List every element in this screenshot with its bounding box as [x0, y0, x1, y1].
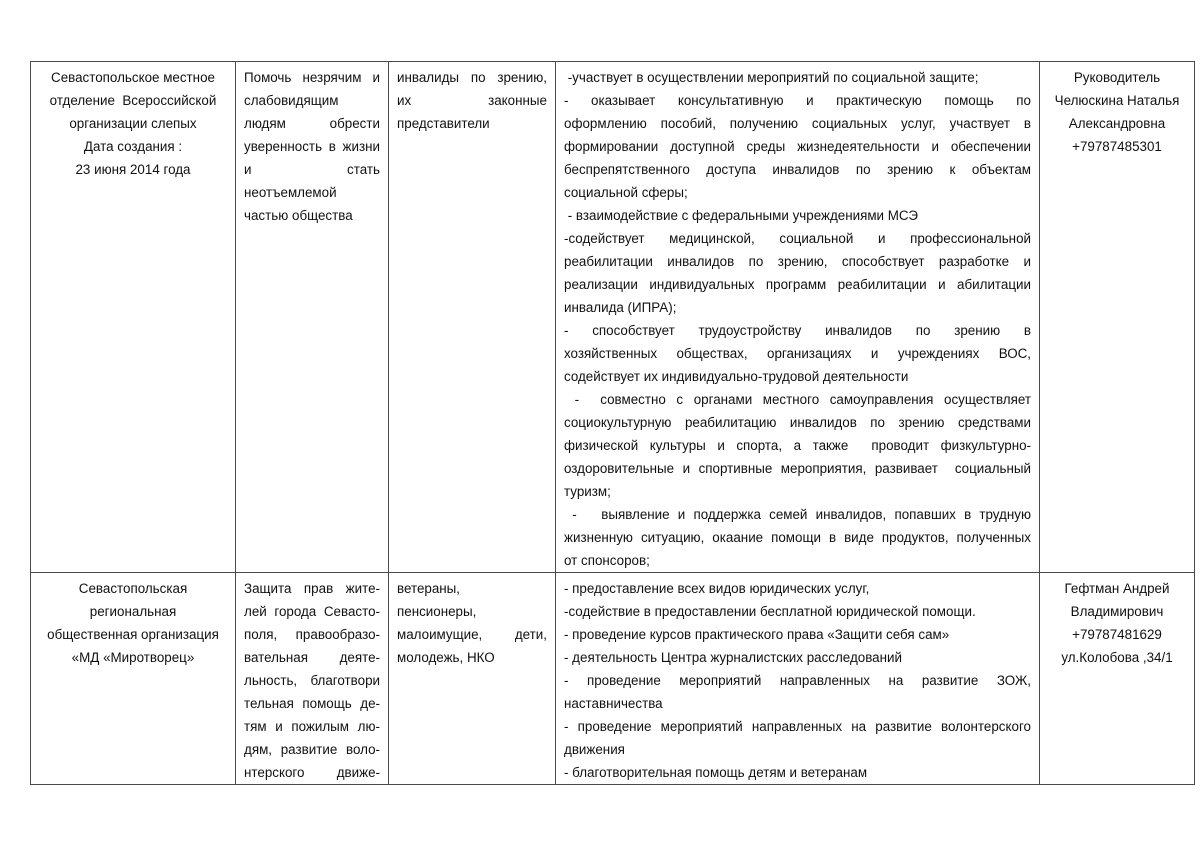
activities-line: жизненную ситуацию, окаание помощи в виде продуктов, полученных — [564, 530, 1031, 545]
goal-line: слабовидящим — [244, 93, 339, 108]
contact-line: Владимирович — [1070, 604, 1164, 619]
goal-line: поля, правообразо- — [244, 627, 380, 642]
activities-line: - благотворительная помощь детям и ветеранам — [564, 765, 868, 780]
goal-line: нтерского движе- — [244, 765, 380, 780]
organization-line: «МД «Миротворец» — [71, 650, 195, 665]
target-group-line: инвалиды по зрению, — [397, 70, 547, 85]
goal-line: тям и пожилым лю- — [244, 719, 380, 734]
organization-line: организации слепых — [69, 116, 197, 131]
activities-line: наставничества — [564, 696, 663, 711]
activities-line: социокультурную реабилитацию инвалидов по зрению средствами — [564, 415, 1031, 430]
table-row — [31, 573, 1195, 785]
goal-line: вательная деяте- — [244, 650, 380, 665]
goal-line: уверенность в жизни — [244, 139, 380, 154]
organization-cell — [31, 573, 236, 785]
organization-line: Севастопольская — [78, 581, 188, 596]
organization-line: отделение Всероссийской — [49, 93, 217, 108]
organizations-table — [30, 61, 1195, 785]
activities-line: реабилитации инвалидов по зрению, способствует разработке и — [564, 254, 1031, 269]
contact-line: Челюскина Наталья — [1054, 93, 1180, 108]
goal-cell — [236, 62, 389, 573]
contact-line: +79787481629 — [1072, 627, 1162, 642]
activities-line: физической культуры и спорта, а также проводит физкультурно- — [564, 438, 1031, 453]
activities-line: - проведение курсов практического права «Защити себя сам» — [564, 627, 950, 642]
activities-line: - оказывает консультативную и практическую помощь по — [564, 93, 1031, 108]
target-group-cell — [389, 573, 556, 785]
table-body — [31, 62, 1195, 785]
activities-line: социальной сферы; — [564, 185, 688, 200]
activities-line: реализации индивидуальных программ реабилитации и абилитации — [564, 277, 1031, 292]
activities-cell — [556, 573, 1040, 785]
activities-line: - выявление и поддержка семей инвалидов, попавших в трудную — [564, 507, 1031, 522]
activities-line: беспрепятственного доступа инвалидов по зрению к объектам — [564, 162, 1031, 177]
organization-cell — [31, 62, 236, 573]
contact-line: ул.Колобова ,34/1 — [1061, 650, 1173, 665]
target-group-line: представители — [397, 116, 490, 131]
goal-line: людям обрести — [244, 116, 380, 131]
goal-line: частью общества — [244, 208, 353, 223]
activities-line: движения — [564, 742, 625, 757]
activities-line: -содействие в предоставлении бесплатной юридической помощи. — [564, 604, 976, 619]
table-row — [31, 62, 1195, 573]
activities-line: - проведение мероприятий направленных на развитие волонтерского — [564, 719, 1031, 734]
activities-line: формировании доступной среды жизнедеятельности и обеспечении — [564, 139, 1031, 154]
goal-line: Защита прав жите- — [244, 581, 380, 596]
goal-line: лей города Севасто- — [244, 604, 380, 619]
contact-line: Александровна — [1068, 116, 1166, 131]
activities-line: инвалида (ИПРА); — [564, 300, 677, 315]
target-group-line: молодежь, НКО — [397, 650, 495, 665]
activities-line: - деятельность Центра журналистских расследований — [564, 650, 902, 665]
activities-line: хозяйственных обществах, организациях и учреждениях ВОС, — [564, 346, 1031, 361]
activities-line: - способствует трудоустройству инвалидов по зрению в — [564, 323, 1031, 338]
activities-line: - совместно с органами местного самоуправления осуществляет — [564, 392, 1031, 407]
goal-cell — [236, 573, 389, 785]
activities-line: оздоровительные и спортивные мероприятия, развивает социальный — [564, 461, 1031, 476]
activities-line: -участвует в осуществлении мероприятий по социальной защите; — [564, 70, 979, 85]
activities-line: - предоставление всех видов юридических услуг, — [564, 581, 870, 596]
organization-line: общественная организация — [47, 627, 219, 642]
contact-line: +79787485301 — [1072, 139, 1162, 154]
goal-line: льность, благотвори — [244, 673, 380, 688]
activities-line: туризм; — [564, 484, 611, 499]
target-group-cell — [389, 62, 556, 573]
target-group-line: пенсионеры, — [397, 604, 477, 619]
activities-line: -содействует медицинской, социальной и профессиональной — [564, 231, 1031, 246]
contact-line: Гефтман Андрей — [1064, 581, 1170, 596]
goal-line: Помочь незрячим и — [244, 70, 380, 85]
organization-line: Севастопольское местное — [51, 70, 215, 85]
target-group-line: малоимущие, дети, — [397, 627, 547, 642]
target-group-line: их законные — [397, 93, 547, 108]
organization-line: региональная — [89, 604, 177, 619]
goal-line: тельная помощь де- — [244, 696, 380, 711]
organization-line: Дата создания : — [83, 139, 183, 154]
activities-cell — [556, 62, 1040, 573]
contact-cell — [1040, 62, 1195, 573]
activities-line: - проведение мероприятий направленных на развитие ЗОЖ, — [564, 673, 1031, 688]
activities-line: от спонсоров; — [564, 553, 650, 568]
goal-line: дям, развитие воло- — [244, 742, 380, 757]
activities-line: содействует их индивидуально-трудовой деятельности — [564, 369, 909, 384]
target-group-line: ветераны, — [397, 581, 461, 596]
organization-line: 23 июня 2014 года — [75, 162, 191, 177]
contact-cell — [1040, 573, 1195, 785]
activities-line: - взаимодействие с федеральными учреждениями МСЭ — [564, 208, 919, 223]
goal-line: и стать — [244, 162, 380, 177]
activities-line: оформлению пособий, получению социальных услуг, участвует в — [564, 116, 1031, 131]
goal-line: неотъемлемой — [244, 185, 337, 200]
contact-line: Руководитель — [1073, 70, 1161, 85]
